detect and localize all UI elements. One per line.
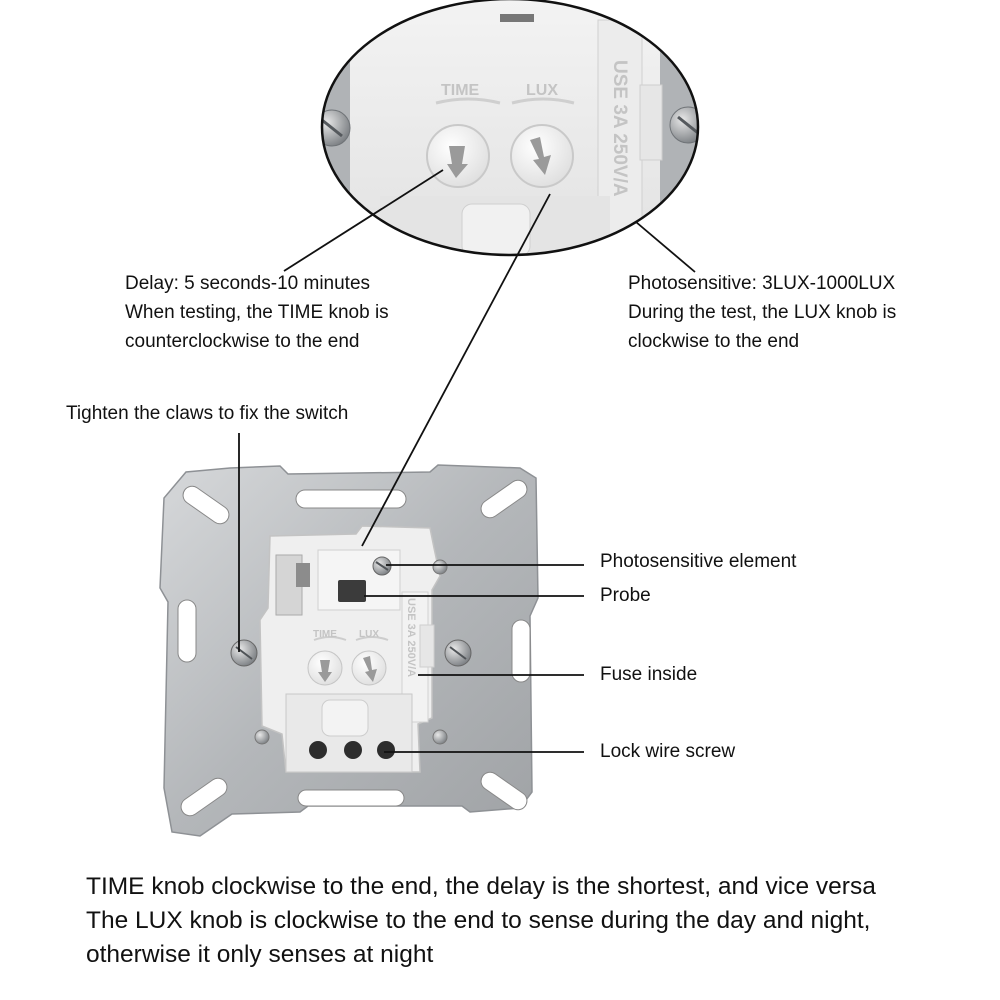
- usage-note-line3: otherwise it only senses at night: [86, 941, 434, 968]
- delay-callout-line1: Delay: 5 seconds-10 minutes: [125, 273, 371, 294]
- zoom-lux-marking: LUX: [526, 82, 558, 99]
- usage-note-line2: The LUX knob is clockwise to the end to sense during the day and night,: [86, 907, 871, 934]
- lux-marking: LUX: [359, 629, 379, 640]
- usage-note-line1: TIME knob clockwise to the end, the delay is the shortest, and vice versa: [86, 873, 876, 900]
- delay-callout: [125, 269, 389, 356]
- delay-callout-line3: counterclockwise to the end: [125, 331, 360, 352]
- probe-label: Probe: [600, 585, 651, 606]
- photosensitive-callout-line3: clockwise to the end: [628, 331, 800, 352]
- time-marking: TIME: [313, 629, 337, 640]
- rating-marking: USE 3A 250V/A: [405, 598, 417, 678]
- photosensitive-leader-line: [636, 222, 695, 272]
- lock-wire-screw-label: Lock wire screw: [600, 741, 736, 762]
- zoom-rating-marking: USE 3A 250V/A: [609, 60, 630, 197]
- usage-notes: [86, 870, 876, 972]
- fuse-label: Fuse inside: [600, 664, 698, 685]
- photosensitive-callout-line1: Photosensitive: 3LUX-1000LUX: [628, 273, 896, 294]
- zoom-detail: [314, 0, 706, 266]
- claws-label: Tighten the claws to fix the switch: [66, 403, 349, 424]
- photosensitive-callout: [628, 269, 896, 356]
- photosensitive-element-label: Photosensitive element: [600, 551, 797, 572]
- zoom-time-marking: TIME: [441, 82, 480, 99]
- delay-callout-line2: When testing, the TIME knob is: [125, 302, 389, 323]
- photosensitive-callout-line2: During the test, the LUX knob is: [628, 302, 897, 323]
